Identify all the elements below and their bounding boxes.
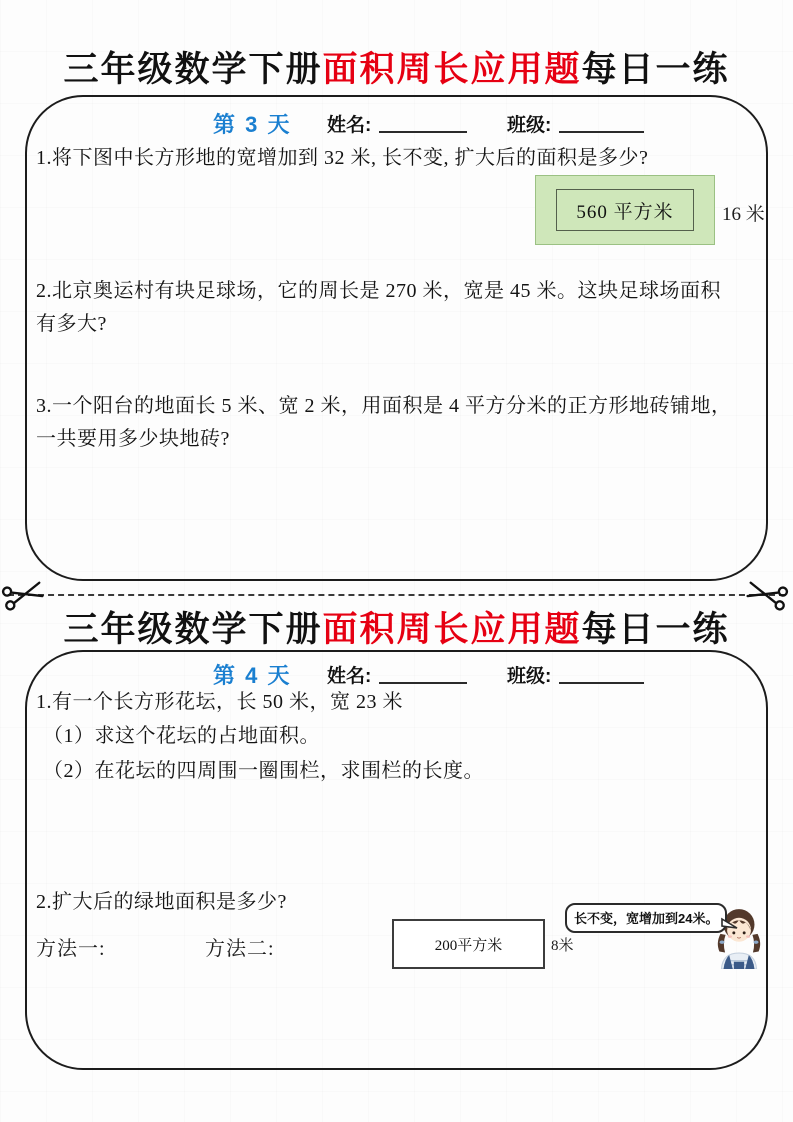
title-prefix: 三年级数学下册	[63, 610, 323, 649]
page-title	[0, 602, 793, 652]
name-field	[327, 661, 467, 688]
title-suffix: 每日一练	[581, 50, 730, 89]
speech-bubble	[565, 903, 727, 933]
title-highlight: 面积周长应用题	[322, 610, 582, 649]
title-prefix: 三年级数学下册	[63, 50, 323, 89]
worksheet-section-day4	[25, 650, 768, 1070]
class-field	[507, 110, 644, 137]
title-suffix: 每日一练	[581, 610, 730, 649]
dashed-cut-line	[8, 594, 785, 596]
area-diagram-label: 560 平方米	[556, 189, 694, 231]
class-label: 班级:	[507, 666, 552, 687]
worksheet-section-day3	[25, 95, 768, 581]
name-blank-line	[379, 114, 467, 133]
question-2: 2.扩大后的绿地面积是多少?	[36, 891, 287, 913]
question-1: 1.有一个长方形花坛，长 50 米，宽 23 米	[36, 691, 403, 713]
page-title	[0, 42, 793, 92]
question-1: 1.将下图中长方形地的宽增加到 32 米, 长不变, 扩大后的面积是多少?	[36, 147, 649, 169]
area-diagram-label: 200平方米	[434, 937, 503, 954]
speech-bubble-text: 长不变，宽增加到24米。	[574, 911, 719, 926]
name-blank-line	[379, 665, 467, 684]
name-label: 姓名:	[327, 666, 372, 687]
name-label: 姓名:	[327, 115, 372, 136]
area-diagram	[392, 919, 545, 969]
class-blank-line	[559, 114, 644, 133]
method-1-label: 方法一:	[36, 938, 106, 960]
question-1-sub-2: （2）在花坛的四周围一圈围栏，求围栏的长度。	[43, 760, 484, 782]
speech-bubble-tail	[721, 917, 738, 930]
side-length-label: 8米	[551, 938, 574, 954]
area-diagram	[535, 175, 715, 245]
question-3: 3.一个阳台的地面长 5 米、宽 2 米，用面积是 4 平方分米的正方形地砖铺地，一共要用多少块地砖?	[36, 395, 732, 450]
name-field	[327, 110, 467, 137]
day-label: 第 3 天	[213, 112, 292, 137]
method-2-label: 方法二:	[205, 938, 275, 960]
side-length-label: 16 米	[722, 204, 765, 225]
question-1-sub-1: （1）求这个花坛的占地面积。	[43, 725, 320, 747]
day-label: 第 4 天	[213, 663, 292, 688]
class-field	[507, 661, 644, 688]
class-blank-line	[559, 665, 644, 684]
title-highlight: 面积周长应用题	[322, 50, 582, 89]
question-2: 2.北京奥运村有块足球场，它的周长是 270 米，宽是 45 米。这块足球场面积有多大?	[36, 280, 721, 335]
class-label: 班级:	[507, 115, 552, 136]
